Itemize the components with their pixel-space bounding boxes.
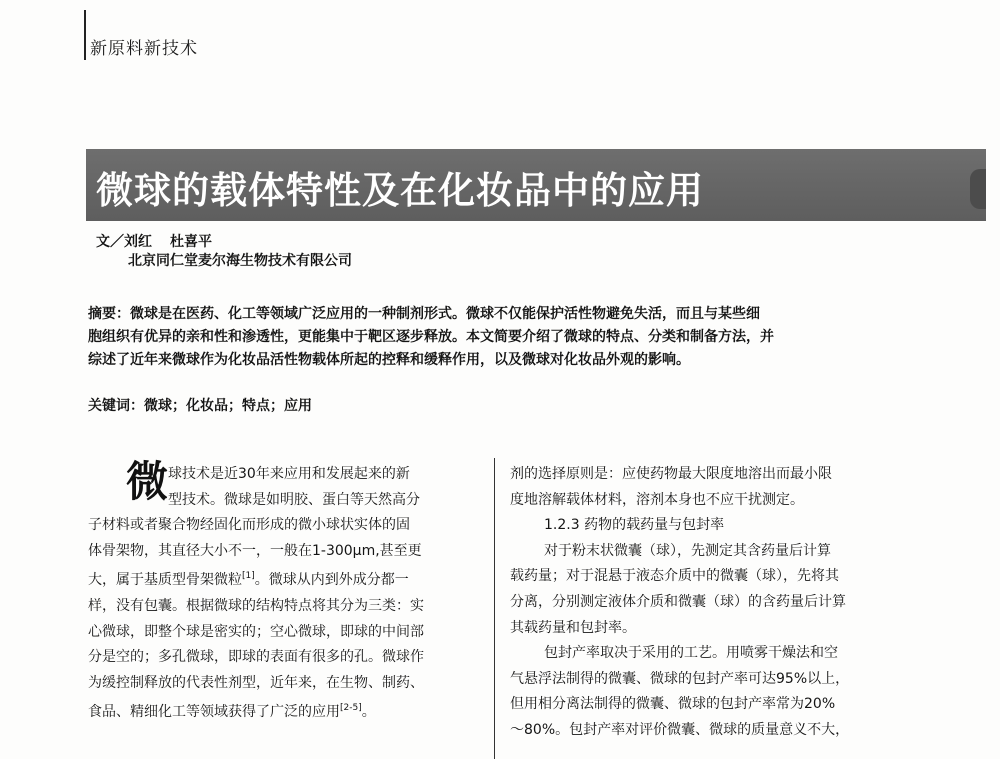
body-line: ～80%。包封产率对评价微囊、微球的质量意义不大， [510,721,850,738]
citation: [1] [242,571,255,582]
abstract-line: 综述了近年来微球作为化妆品活性物载体所起的控释和缓释作用，以及微球对化妆品外观的影响。 [88,352,690,368]
section-rule [84,10,86,60]
body-line: 剂的选择原则是：应使药物最大限度地溶出而最小限 [510,466,832,482]
body-column-left [88,457,488,726]
abstract-line: 胞组织有优异的亲和性和渗透性，更能集中于靶区逐步释放。本文简要介绍了微球的特点、分类和制备方法，并 [88,329,774,345]
title-banner-cap [970,169,986,209]
section-label: 新原料新技术 [90,39,198,59]
body-line: 但用相分离法制得的微囊、微球的包封产率常为20% [510,696,836,713]
body-line: 球技术是近30年来应用和发展起来的新 [168,466,410,482]
body-line [88,564,488,594]
citation: [2-5] [340,703,362,714]
author-2: 杜喜平 [170,234,212,250]
keywords: 关键词：微球；化妆品；特点；应用 [88,398,312,414]
author-1: 文／刘红 [96,234,152,250]
subsection-heading: 1.2.3 药物的载药量与包封率 [544,517,725,534]
body-text: 。 [361,704,376,721]
body-column-right [510,462,910,744]
abstract [88,303,908,372]
body-line: 为缓控制释放的代表性剂型，近年来，在生物、制药、 [88,674,424,691]
body-line: 分离，分别测定液体介质和微囊（球）的含药量后计算 [510,593,846,610]
byline [96,231,212,251]
body-line: 心微球，即整个球是密实的；空心微球，即球的中间部 [88,623,424,640]
body-text: 大，属于基质型骨架微粒 [88,572,242,589]
body-line: 样，没有包囊。根据微球的结构特点将其分为三类：实 [88,597,424,614]
body-line: 子材料或者聚合物经固化而形成的微小球状实体的固 [88,517,410,534]
body-line: 型技术。微球是如明胶、蛋白等天然高分 [168,491,420,508]
body-line: 体骨架物，其直径大小不一，一般在1-300μm,甚至更 [88,542,422,559]
body-line: 其载药量和包封率。 [510,619,636,636]
affiliation: 北京同仁堂麦尔海生物技术有限公司 [128,253,352,269]
article-title: 微球的载体特性及在化妆品中的应用 [96,168,704,212]
body-line: 载药量；对于混悬于液态介质中的微囊（球），先将其 [510,568,839,585]
body-line: 对于粉末状微囊（球），先测定其含药量后计算 [544,542,831,559]
body-text: 食品、精细化工等领域获得了广泛的应用 [88,704,340,721]
body-line: 气悬浮法制得的微囊、微球的包封产率可达95%以上， [510,670,850,687]
body-line: 包封产率取决于采用的工艺。用喷雾干燥法和空 [544,645,838,662]
body-text: 。微球从内到外成分都一 [254,572,409,589]
body-line: 度地溶解载体材料，溶剂本身也不应干扰测定。 [510,491,804,508]
column-divider [494,458,495,759]
body-line [88,696,488,726]
body-line: 分是空的；多孔微球，即球的表面有很多的孔。微球作 [88,649,424,666]
abstract-line: 摘要：微球是在医药、化工等领域广泛应用的一种制剂形式。微球不仅能保护活性物避免失活，而且与某些细 [88,306,760,322]
drop-cap: 微 [126,457,169,506]
